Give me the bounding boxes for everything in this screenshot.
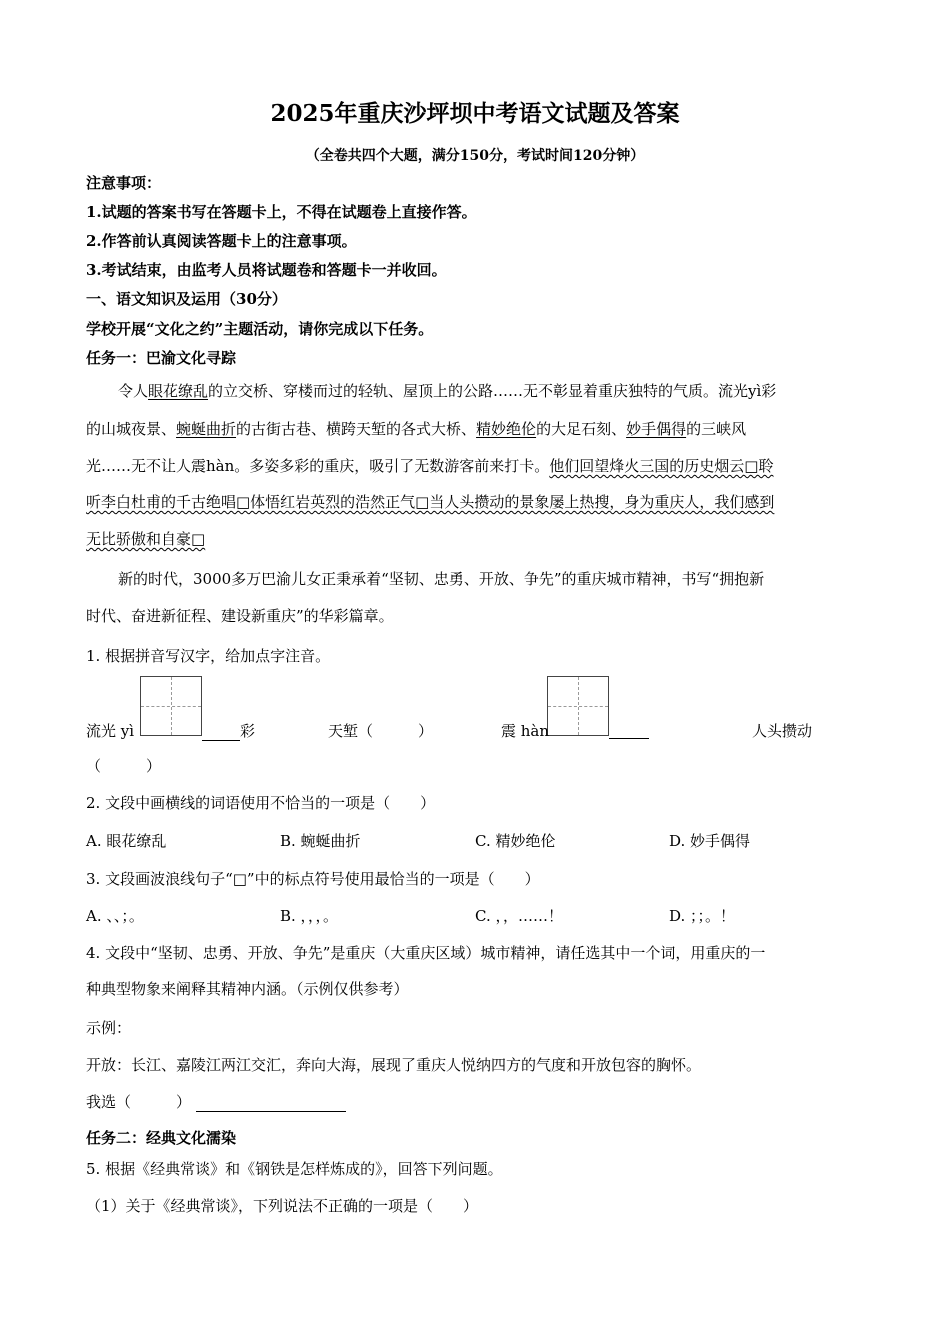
option-a[interactable]: A. 、、；。: [86, 907, 144, 925]
option-c[interactable]: C. ，，……！: [475, 907, 563, 925]
option-a[interactable]: A. 眼花缭乱: [86, 832, 167, 850]
question-stem: 种典型物象来阐释其精神内涵。（示例仅供参考）: [86, 980, 409, 998]
q1-item-3-tail: [609, 720, 649, 739]
answer-grid-box[interactable]: [140, 676, 202, 736]
q1-item-4: 人头攒动: [752, 722, 813, 740]
section-heading: 一、语文知识及运用（30分）: [86, 290, 287, 308]
q1-item-2: 天堑（ ）: [328, 722, 434, 740]
q1-item-4-paren: （ ）: [86, 757, 162, 775]
note-item: 2.作答前认真阅读答题卡上的注意事项。: [86, 232, 357, 250]
wavy-sentence: 无比骄傲和自豪□: [86, 530, 206, 548]
section-intro: 学校开展“文化之约”主题活动，请你完成以下任务。: [86, 320, 434, 338]
passage-line: 新的时代，3000多万巴渝儿女正秉承着“坚韧、忠勇、开放、争先”的重庆城市精神，书写“拥抱新: [118, 570, 765, 588]
question-stem: 5. 根据《经典常谈》和《钢铁是怎样炼成的》，回答下列问题。: [86, 1160, 503, 1178]
option-d[interactable]: D. ；；。！: [669, 907, 736, 925]
passage-line: 时代、奋进新征程、建设新重庆”的华彩篇章。: [86, 607, 394, 625]
underlined-word: 妙手偶得: [626, 420, 687, 438]
passage-line: 令人眼花缭乱的立交桥、穿楼而过的轻轨、屋顶上的公路……无不彰显着重庆独特的气质。流光yì彩: [118, 382, 777, 400]
question-sub: （1）关于《经典常谈》，下列说法不正确的一项是（ ）: [86, 1197, 479, 1215]
option-b[interactable]: B. 蜿蜒曲折: [280, 832, 361, 850]
underlined-word: 精妙绝伦: [476, 420, 537, 438]
wavy-sentence: 听李白杜甫的千古绝唱□体悟红岩英烈的浩然正气□当人头攒动的景象屡上热搜，身为重庆人，我们感到: [86, 493, 775, 511]
q1-item-3: 震 hàn: [501, 722, 550, 740]
answer-grid-box[interactable]: [547, 676, 609, 736]
example-text: 开放：长江、嘉陵江两江交汇，奔向大海，展现了重庆人悦纳四方的气度和开放包容的胸怀。: [86, 1056, 702, 1074]
task-heading: 任务二：经典文化濡染: [86, 1129, 237, 1147]
q1-item-1: 流光 yì: [86, 722, 135, 740]
wavy-sentence: 他们回望烽火三国的历史烟云□聆: [549, 457, 774, 475]
passage-line: 光……无不让人震hàn。多姿多彩的重庆，吸引了无数游客前来打卡。他们回望烽火三国的历史烟云□聆: [86, 457, 774, 475]
example-label: 示例：: [86, 1019, 132, 1037]
answer-blank[interactable]: [196, 1093, 346, 1112]
underlined-word: 蜿蜒曲折: [176, 420, 237, 438]
notes-heading: 注意事项：: [86, 174, 162, 192]
task-heading: 任务一：巴渝文化寻踪: [86, 349, 237, 367]
answer-blank[interactable]: [609, 720, 649, 739]
option-b[interactable]: B. ，，，。: [280, 907, 339, 925]
question-stem: 1. 根据拼音写汉字，给加点字注音。: [86, 647, 331, 665]
answer-blank[interactable]: [202, 722, 240, 741]
passage-line: [86, 491, 774, 512]
q1-item-1-tail: 彩: [202, 720, 255, 741]
passage-line: [86, 528, 205, 549]
underlined-word: 眼花缭乱: [148, 382, 209, 400]
question-stem: 2. 文段中画横线的词语使用不恰当的一项是（ ）: [86, 794, 436, 812]
choose-line: 我选（ ）: [86, 1091, 346, 1112]
option-c[interactable]: C. 精妙绝伦: [475, 832, 556, 850]
question-stem: 3. 文段画波浪线句子“□”中的标点符号使用最恰当的一项是（ ）: [86, 870, 540, 888]
option-d[interactable]: D. 妙手偶得: [669, 832, 751, 850]
question-stem: 4. 文段中“坚韧、忠勇、开放、争先”是重庆（大重庆区域）城市精神，请任选其中一个词，用重庆的一: [86, 944, 766, 962]
passage-line: 的山城夜景、蜿蜒曲折的古街古巷、横跨天堑的各式大桥、精妙绝伦的大足石刻、妙手偶得的三峡风: [86, 420, 747, 438]
note-item: 3.考试结束，由监考人员将试题卷和答题卡一并收回。: [86, 261, 447, 279]
note-item: 1.试题的答案书写在答题卡上，不得在试题卷上直接作答。: [86, 203, 477, 221]
page-title: 2025年重庆沙坪坝中考语文试题及答案: [270, 100, 680, 127]
exam-info: （全卷共四个大题，满分150分，考试时间120分钟）: [305, 148, 645, 164]
